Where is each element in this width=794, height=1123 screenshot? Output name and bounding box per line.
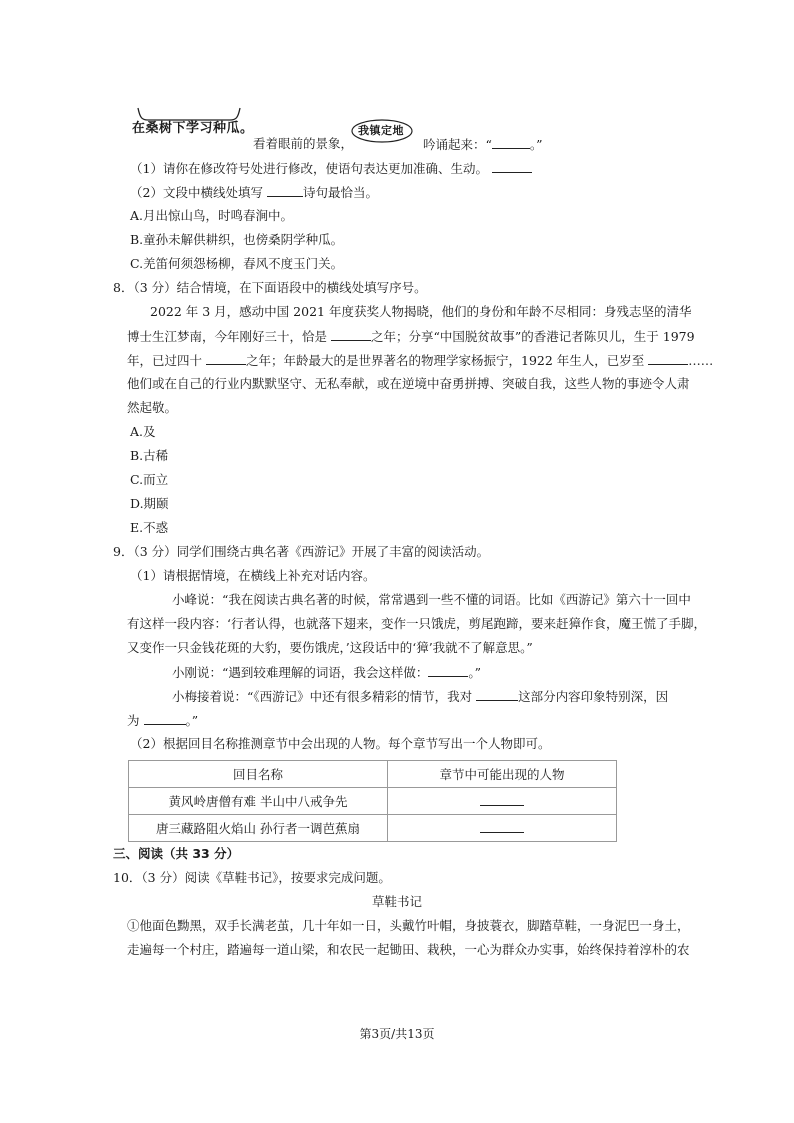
article-line: 走遍每一个村庄，踏遍每一道山梁，和农民一起锄田、栽秧，一心为群众办实事，始终保持着淳朴的农 — [127, 942, 690, 957]
answer-blank[interactable] — [648, 352, 688, 365]
chapter-title-cell: 黄风岭唐僧有难 半山中八戒争先 — [129, 788, 388, 815]
section-heading: 三、阅读（共 33 分） — [113, 846, 240, 861]
q9-sub2: （2）根据回目名称推测章节中会出现的人物。每个章节写出一个人物即可。 — [130, 736, 551, 751]
answer-blank[interactable] — [267, 184, 303, 197]
q9-dialog-line: 有这样一段内容：‘行者认得，也就落下翅来，变作一只饿虎，剪尾跑蹄，要来赶獐作食，魔王慌了手脚， — [127, 616, 706, 631]
q8-option: B.古稀 — [130, 448, 169, 463]
q8-para-line: 年，已过四十 之年；年龄最大的是世界著名的物理学家杨振宁，1922 年生人，已岁至 …… — [127, 353, 714, 368]
q9-dialog-line: 小刚说：“遇到较难理解的词语，我会这样做： 。” — [172, 665, 482, 680]
answer-blank[interactable] — [480, 793, 524, 806]
answer-blank[interactable] — [480, 820, 524, 833]
answer-cell — [388, 788, 617, 815]
answer-blank[interactable] — [144, 712, 186, 725]
table-header: 回目名称 — [129, 761, 388, 788]
answer-blank[interactable] — [428, 664, 468, 677]
answer-blank[interactable] — [206, 352, 246, 365]
q9-dialog-line: 小峰说：“我在阅读古典名著的时候，常常遇到一些不懂的词语。比如《西游记》第六十一回中 — [172, 592, 691, 607]
answer-blank[interactable] — [492, 160, 532, 173]
handwritten-insertion: 我镇定地 — [358, 124, 404, 137]
q7-option-a: A.月出惊山鸟，时鸣春涧中。 — [130, 208, 294, 223]
scene-text: 看着眼前的景象， — [253, 136, 354, 151]
q7-sub1: （1）请你在修改符号处进行修改，使语句表达更加准确、生动。 — [130, 160, 532, 177]
answer-blank[interactable] — [331, 328, 371, 341]
q7-sub2: （2）文段中横线处填写 诗句最恰当。 — [130, 185, 378, 200]
q8-para-line: 他们或在自己的行业内默默坚守、无私奉献，或在逆境中奋勇拼搏、突破自我，这些人物的事迹令人肃 — [127, 376, 690, 391]
answer-blank[interactable] — [476, 688, 518, 701]
table-header-row — [129, 761, 617, 788]
q9-dialog-line: 又变作一只金钱花斑的大豹，要伤饿虎，’这段话中的‘獐’我就不了解意思。” — [127, 640, 533, 655]
q8-option: E.不惑 — [130, 520, 169, 535]
chant-text: 吟诵起来：“ 。” — [423, 137, 543, 152]
q8-para-line: 然起敬。 — [127, 400, 178, 415]
page-number: 第3页/共13页 — [359, 1027, 435, 1041]
q9-dialog-line: 为 。” — [127, 713, 199, 728]
q8-para-line: 2022 年 3 月，感动中国 2021 年度获奖人物揭晓，他们的身份和年龄不尽相同：身残志坚的清华 — [150, 304, 692, 319]
q8-option: D.期颐 — [130, 496, 169, 511]
q9-stem: 9．（3 分）同学们围绕古典名著《西游记》开展了丰富的阅读活动。 — [113, 544, 490, 559]
q7-option-c: C.羌笛何须怨杨柳，春风不度玉门关。 — [130, 256, 344, 271]
table-header: 章节中可能出现的人物 — [388, 761, 617, 788]
handwritten-sentence: 在桑树下学习种瓜。 — [132, 121, 254, 136]
q8-option: C.而立 — [130, 472, 169, 487]
q7-option-b: B.童孙未解供耕织，也傍桑阴学种瓜。 — [130, 232, 344, 247]
answer-blank[interactable] — [492, 136, 530, 149]
article-line: ①他面色黝黑，双手长满老茧，几十年如一日，头戴竹叶帽，身披蓑衣，脚踏草鞋，一身泥巴一身土， — [127, 918, 690, 933]
q8-stem: 8．（3 分）结合情境，在下面语段中的横线处填写序号。 — [113, 280, 427, 295]
answer-cell — [388, 815, 617, 842]
table-row — [129, 788, 617, 815]
q8-para-line: 博士生江梦南，今年刚好三十，恰是 之年；分享“中国脱贫故事”的香港记者陈贝儿，生于 1979 — [127, 329, 695, 344]
chapter-table — [128, 760, 617, 842]
q9-dialog-line: 小梅接着说：“《西游记》中还有很多精彩的情节，我对 这部分内容印象特别深，因 — [172, 689, 669, 704]
chapter-title-cell: 唐三藏路阻火焰山 孙行者一调芭蕉扇 — [129, 815, 388, 842]
article-title: 草鞋书记 — [371, 894, 422, 909]
q8-option: A.及 — [130, 424, 156, 439]
q9-sub1: （1）请根据情境，在横线上补充对话内容。 — [130, 568, 376, 583]
q10-stem: 10．（3 分）阅读《草鞋书记》，按要求完成问题。 — [113, 870, 391, 885]
table-row — [129, 815, 617, 842]
